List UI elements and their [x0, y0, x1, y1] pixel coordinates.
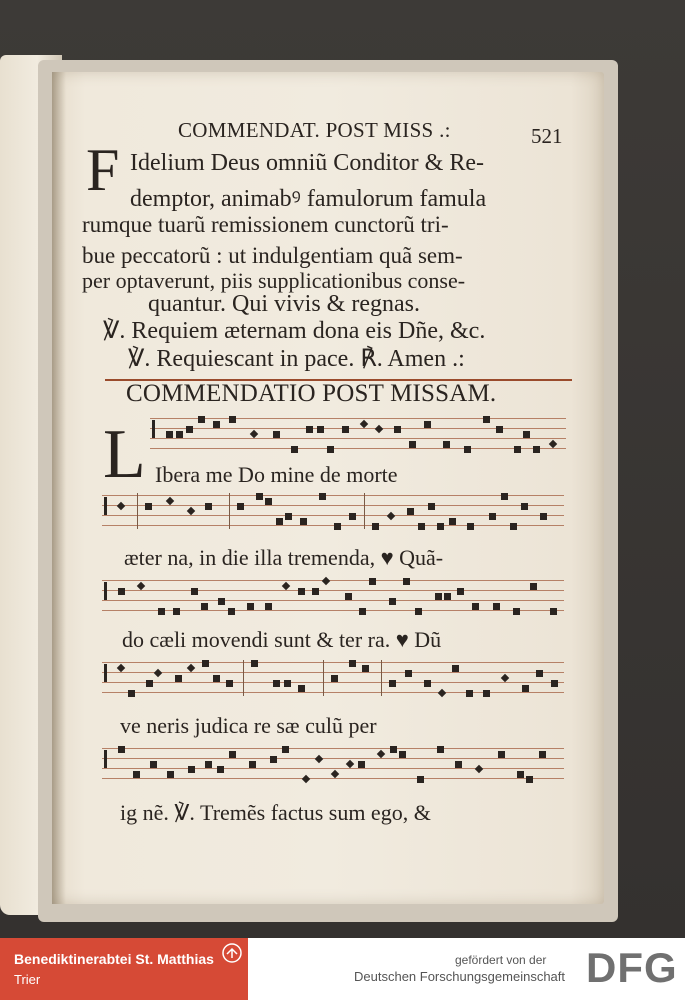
- neume: [403, 578, 410, 585]
- neume: [358, 761, 365, 768]
- neume: [175, 675, 182, 682]
- neume: [483, 690, 490, 697]
- bar-line: [229, 493, 230, 529]
- neume: [390, 746, 397, 753]
- neume: [300, 518, 307, 525]
- chant-lyric-line: ig nẽ. ℣. Tremẽs factus sum ego, &: [120, 800, 431, 825]
- prayer-line: rumque tuarũ remissionem cunctorũ tri-: [82, 212, 449, 237]
- clef-mark: [104, 582, 107, 600]
- neume: [327, 446, 334, 453]
- staff-line: [102, 662, 564, 663]
- neume: [498, 751, 505, 758]
- staff-line: [102, 748, 564, 749]
- neume: [265, 498, 272, 505]
- chant-lyric-line: Ibera me Do mine de morte: [155, 462, 398, 487]
- bar-line: [381, 660, 382, 696]
- neume: [409, 441, 416, 448]
- neume: [249, 761, 256, 768]
- neume: [359, 608, 366, 615]
- staff-line: [102, 580, 564, 581]
- neume: [270, 756, 277, 763]
- neume: [444, 593, 451, 600]
- section-heading: COMMENDATIO POST MISSAM.: [126, 380, 497, 407]
- neume: [369, 578, 376, 585]
- bar-line: [137, 493, 138, 529]
- neume: [517, 771, 524, 778]
- neume: [514, 446, 521, 453]
- neume: [523, 431, 530, 438]
- staff-line: [102, 600, 564, 601]
- neume: [443, 441, 450, 448]
- neume: [550, 608, 557, 615]
- chant-lyric-line: æter na, in die illa tremenda, ♥ Quã-: [124, 545, 444, 570]
- neume: [551, 680, 558, 687]
- neume: [205, 761, 212, 768]
- staff-line: [102, 768, 564, 769]
- neume: [331, 675, 338, 682]
- chant-lyric-line: ve neris judica re sæ culũ per: [120, 713, 377, 738]
- neume: [167, 771, 174, 778]
- neume: [188, 766, 195, 773]
- neume: [489, 513, 496, 520]
- neume: [285, 513, 292, 520]
- neume: [334, 523, 341, 530]
- neume: [205, 503, 212, 510]
- staff-line: [150, 438, 566, 439]
- neume: [228, 608, 235, 615]
- neume: [345, 593, 352, 600]
- clef-mark: [152, 420, 155, 438]
- neume: [298, 588, 305, 595]
- neume: [501, 493, 508, 500]
- neume: [539, 751, 546, 758]
- staff-line: [102, 590, 564, 591]
- neume: [237, 503, 244, 510]
- neume: [362, 665, 369, 672]
- neume: [265, 603, 272, 610]
- neume: [437, 746, 444, 753]
- prayer-line: per optaverunt, piis supplicationibus conse-: [82, 268, 466, 293]
- neume: [533, 446, 540, 453]
- neume: [317, 426, 324, 433]
- neume: [166, 431, 173, 438]
- clef-mark: [104, 497, 107, 515]
- staff-line: [102, 672, 564, 673]
- neume: [273, 680, 280, 687]
- staff-line: [150, 428, 566, 429]
- neume: [201, 603, 208, 610]
- neume: [256, 493, 263, 500]
- neume: [424, 680, 431, 687]
- prayer-line: demptor, animabꝰ famulorum famula: [130, 186, 487, 212]
- neume: [186, 426, 193, 433]
- neume: [530, 583, 537, 590]
- staff-line: [150, 448, 566, 449]
- staff-line: [150, 418, 566, 419]
- neume: [150, 761, 157, 768]
- neume: [472, 603, 479, 610]
- neume: [449, 518, 456, 525]
- neume: [342, 426, 349, 433]
- prayer-line: Idelium Deus omniũ Conditor & Re-: [130, 150, 484, 176]
- neume: [372, 523, 379, 530]
- neume: [467, 523, 474, 530]
- versicle-line: ℣. Requiem æternam dona eis Dñe, &c.: [103, 318, 486, 344]
- neume: [284, 680, 291, 687]
- neume: [513, 608, 520, 615]
- neume: [217, 766, 224, 773]
- neume: [521, 503, 528, 510]
- neume: [536, 670, 543, 677]
- neume: [522, 685, 529, 692]
- neume: [298, 685, 305, 692]
- neume: [282, 746, 289, 753]
- neume: [306, 426, 313, 433]
- neume: [247, 603, 254, 610]
- neume: [540, 513, 547, 520]
- neume: [312, 588, 319, 595]
- neume: [146, 680, 153, 687]
- neume: [464, 446, 471, 453]
- dfg-logo[interactable]: DFG: [586, 944, 678, 991]
- neume: [173, 608, 180, 615]
- neume: [389, 680, 396, 687]
- neume: [229, 416, 236, 423]
- neume: [273, 431, 280, 438]
- neume: [118, 746, 125, 753]
- neume: [198, 416, 205, 423]
- staff-line: [102, 505, 564, 506]
- neume: [496, 426, 503, 433]
- bar-line: [364, 493, 365, 529]
- staff-line: [102, 692, 564, 693]
- response-line: ℣. Requiescant in pace. ℟. Amen .:: [128, 346, 465, 372]
- funding-line-2: Deutschen Forschungsgemeinschaft: [354, 969, 566, 984]
- page-number: 521: [531, 124, 563, 148]
- neume: [229, 751, 236, 758]
- staff-line: [102, 610, 564, 611]
- abbey-logo-icon: [221, 942, 243, 964]
- neume: [349, 660, 356, 667]
- prayer-initial: F: [86, 137, 120, 203]
- staff-line: [102, 495, 564, 496]
- clef-mark: [104, 664, 107, 682]
- neume: [435, 593, 442, 600]
- neume: [418, 523, 425, 530]
- prayer-line: bue peccatorũ : ut indulgentiam quã sem-: [82, 243, 463, 268]
- prayer-line: quantur. Qui vivis & regnas.: [148, 291, 420, 317]
- neume: [291, 446, 298, 453]
- neume: [510, 523, 517, 530]
- chant-initial: L: [103, 416, 146, 493]
- neume: [405, 670, 412, 677]
- neume: [394, 426, 401, 433]
- neume: [276, 518, 283, 525]
- neume: [176, 431, 183, 438]
- staff-line: [102, 778, 564, 779]
- neume: [319, 493, 326, 500]
- neume: [213, 421, 220, 428]
- page-gutter-shadow: [52, 72, 66, 904]
- neume: [428, 503, 435, 510]
- clef-mark: [104, 750, 107, 768]
- neume: [452, 665, 459, 672]
- neume: [437, 523, 444, 530]
- neume: [424, 421, 431, 428]
- neume: [457, 588, 464, 595]
- staff-line: [102, 758, 564, 759]
- neume: [202, 660, 209, 667]
- funding-line-1: gefördert von der: [455, 953, 547, 967]
- institution-name[interactable]: Benediktinerabtei St. Matthias: [14, 951, 214, 967]
- neume: [349, 513, 356, 520]
- institution-box[interactable]: [0, 938, 248, 1000]
- neume: [526, 776, 533, 783]
- neume: [466, 690, 473, 697]
- neume: [213, 675, 220, 682]
- neume: [455, 761, 462, 768]
- neume: [483, 416, 490, 423]
- running-head: COMMENDAT. POST MISS .:: [178, 118, 451, 142]
- neume: [191, 588, 198, 595]
- neume: [415, 608, 422, 615]
- institution-city: Trier: [14, 972, 41, 987]
- bar-line: [243, 660, 244, 696]
- neume: [218, 598, 225, 605]
- neume: [118, 588, 125, 595]
- neume: [417, 776, 424, 783]
- neume: [493, 603, 500, 610]
- neume: [133, 771, 140, 778]
- chant-lyric-line: do cæli movendi sunt & ter ra. ♥ Dũ: [122, 627, 442, 652]
- neume: [226, 680, 233, 687]
- neume: [399, 751, 406, 758]
- neume: [158, 608, 165, 615]
- neume: [128, 690, 135, 697]
- bar-line: [323, 660, 324, 696]
- staff-line: [102, 682, 564, 683]
- neume: [145, 503, 152, 510]
- staff-line: [102, 525, 564, 526]
- neume: [251, 660, 258, 667]
- neume: [389, 598, 396, 605]
- neume: [407, 508, 414, 515]
